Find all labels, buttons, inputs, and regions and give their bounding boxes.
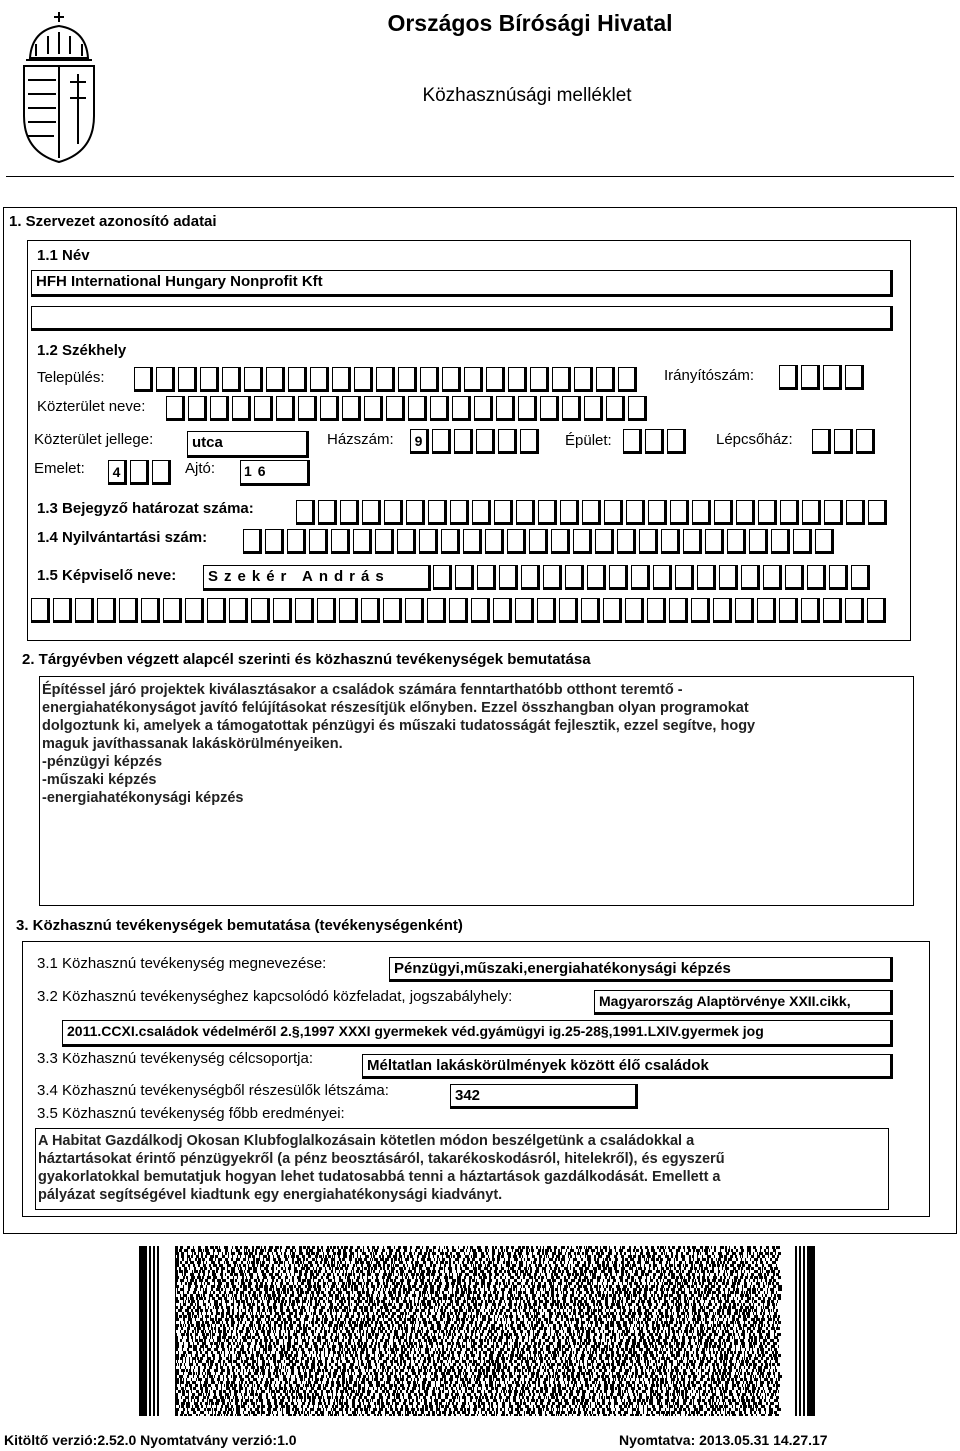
zip-cells[interactable] <box>779 365 867 390</box>
target-group-field[interactable]: Méltatlan lakáskörülmények között élő családok <box>362 1054 893 1079</box>
text-line: -energiahatékonysági képzés <box>42 790 244 806</box>
floor-cells[interactable] <box>108 460 174 485</box>
text-line: Építéssel járó projektek kiválasztásakor a családok számára fenntarthatóbb otthont teremtő - <box>42 682 683 698</box>
registry-number-cells[interactable] <box>243 529 837 554</box>
name-label: 1.1 Név <box>37 247 90 264</box>
representative-label: 1.5 Képviselő neve: <box>37 567 177 584</box>
seat-label: 1.2 Székhely <box>37 342 127 359</box>
beneficiaries-label: 3.4 Közhasznú tevékenységből részesülők létszáma: <box>37 1082 389 1099</box>
street-type-label: Közterület jellege: <box>34 431 154 448</box>
text-line: maguk javíthassanak lakáskörülményeiken. <box>42 736 343 752</box>
representative-cells-2[interactable] <box>31 598 889 623</box>
staircase-label: Lépcsőház: <box>716 431 793 448</box>
street-type-field[interactable]: utca <box>187 431 309 458</box>
target-group-label: 3.3 Közhasznú tevékenység célcsoportja: <box>37 1050 313 1067</box>
text-line: gyakorlatokkal bemutatjuk hogyan lehet tudatosabbá tenni a háztartások gazdálkodását. Emellett a <box>38 1169 721 1185</box>
text-line: -pénzügyi képzés <box>42 754 163 770</box>
door-label: Ajtó: <box>185 460 216 477</box>
town-cells[interactable] <box>134 367 640 392</box>
header-divider <box>6 176 954 177</box>
public-task-field-2[interactable]: 2011.CCXI.családok védelméről 2.§,1997 XXXI gyermekek véd.gyámügyi ig.25-28§,1991.LXIV.gyermek jog <box>62 1020 893 1047</box>
text-line: energiahatékonyságot javító felújításokat részesítjük előnyben. Ezzel összhangban olyan programokat <box>42 700 749 716</box>
section2-title: 2. Tárgyévben végzett alapcél szerinti és közhasznú tevékenységek bemutatása <box>22 651 591 668</box>
barcode-icon <box>139 1246 815 1416</box>
page-subtitle: Közhasznúsági melléklet <box>422 85 632 106</box>
floor-label: Emelet: <box>34 460 85 477</box>
house-number-cells[interactable] <box>410 429 542 454</box>
section3-title: 3. Közhasznú tevékenységek bemutatása (tevékenységenként) <box>16 917 463 934</box>
staircase-cells[interactable] <box>812 429 878 454</box>
name-field-2[interactable] <box>31 306 893 331</box>
court-decision-cells[interactable] <box>296 500 890 525</box>
public-task-label: 3.2 Közhasznú tevékenységhez kapcsolódó közfeladat, jogszabályhely: <box>37 988 513 1005</box>
house-number-cell[interactable]: 9 <box>410 429 429 454</box>
text-line: A Habitat Gazdálkodj Okosan Klubfoglalkozásain kötetlen módon beszélgetünk a családokkal a <box>38 1133 695 1149</box>
representative-cells[interactable] <box>433 565 873 590</box>
footer-version: Kitöltő verzió:2.52.0 Nyomtatvány verzió:1.0 <box>4 1432 297 1448</box>
activities-text <box>42 681 755 807</box>
floor-cell[interactable]: 4 <box>108 460 127 485</box>
text-line: pályázat segítségével kiadtunk egy energiahatékonysági kiadványt. <box>38 1187 503 1203</box>
page-title: Országos Bírósági Hivatal <box>387 10 673 36</box>
building-cells[interactable] <box>623 429 689 454</box>
public-task-field[interactable]: Magyarország Alaptörvénye XXII.cikk, <box>594 990 893 1015</box>
activity-name-field[interactable]: Pénzügyi,műszaki,energiahatékonysági képzés <box>389 957 893 982</box>
results-text <box>38 1132 725 1204</box>
text-line: -műszaki képzés <box>42 772 157 788</box>
representative-field[interactable] <box>203 565 431 591</box>
court-decision-label: 1.3 Bejegyző határozat száma: <box>37 500 254 517</box>
results-label: 3.5 Közhasznú tevékenység főbb eredményei: <box>37 1105 345 1122</box>
street-cells[interactable] <box>166 396 650 421</box>
zip-label: Irányítószám: <box>664 367 755 384</box>
beneficiaries-field[interactable]: 342 <box>450 1084 638 1109</box>
door-value: 16 <box>244 463 272 479</box>
registry-number-label: 1.4 Nyilvántartási szám: <box>37 529 208 546</box>
name-field[interactable]: HFH International Hungary Nonprofit Kft <box>31 270 893 297</box>
activity-name-label: 3.1 Közhasznú tevékenység megnevezése: <box>37 955 327 972</box>
town-label: Település: <box>37 369 105 386</box>
door-field[interactable] <box>240 460 310 486</box>
street-label: Közterület neve: <box>37 398 146 415</box>
representative-value: Szekér András <box>208 568 390 585</box>
section1-title: 1. Szervezet azonosító adatai <box>9 213 217 230</box>
text-line: dolgoztunk ki, amelyek a támogatottak pénzügyi és műszaki tudatosságát fejlesztik, ezzel segítve, hogy <box>42 718 756 734</box>
footer-print-date: Nyomtatva: 2013.05.31 14.27.17 <box>619 1432 828 1448</box>
building-label: Épület: <box>565 432 612 449</box>
text-line: háztartásokat érintő pénzügyekről (a pénz beosztásáról, takarékoskodásról, hitelekről), és egyszerű <box>38 1151 725 1167</box>
house-number-label: Házszám: <box>327 431 394 448</box>
